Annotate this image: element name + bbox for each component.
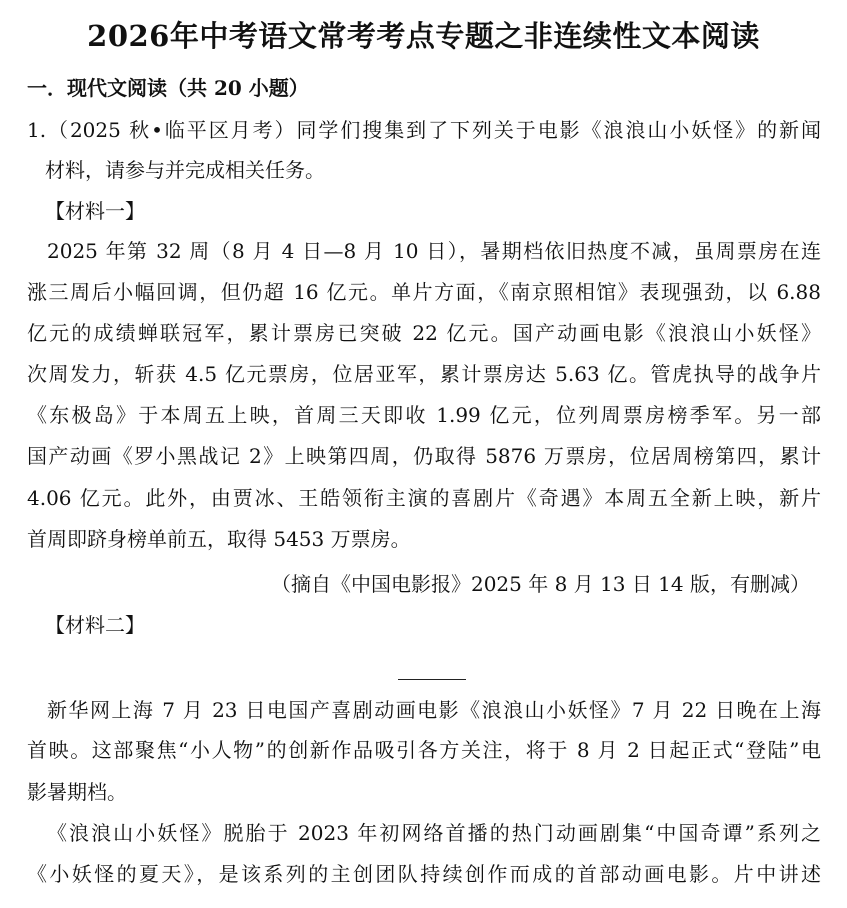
material-1-line: 4.06 亿元。此外，由贾冰、王皓领衔主演的喜剧片《奇遇》本周五全新上映，新片 [27,486,821,510]
material-2-line: 新华网上海 7 月 23 日电国产喜剧动画电影《浪浪山小妖怪》7 月 22 日晚在上海 [47,698,821,722]
material-2-line: 首映。这部聚焦“小人物”的创新作品吸引各方关注，将于 8 月 2 日起正式“登陆”电 [27,738,821,762]
material-1-line: 亿元的成绩蝉联冠军，累计票房已突破 22 亿元。国产动画电影《浪浪山小妖怪》 [27,321,821,345]
question-line-1: 1.（2025 秋•临平区月考）同学们搜集到了下列关于电影《浪浪山小妖怪》的新闻 [27,118,821,142]
material-1-line: 2025 年第 32 周（8 月 4 日—8 月 10 日），暑期档依旧热度不减，虽周票房在连 [47,239,821,263]
material-2-line: 《小妖怪的夏天》，是该系列的主创团队持续创作而成的首部动画电影。片中讲述 [27,862,821,886]
divider-rule [398,679,466,680]
material-2-label: 【材料二】 [45,613,145,637]
section-heading: 一．现代文阅读（共 20 小题） [27,76,309,100]
question-line-2: 材料，请参与并完成相关任务。 [45,158,325,182]
material-1-label: 【材料一】 [45,199,145,223]
material-2-line: 《浪浪山小妖怪》脱胎于 2023 年初网络首播的热门动画剧集“中国奇谭”系列之 [47,821,821,845]
material-1-line: 首周即跻身榜单前五，取得 5453 万票房。 [27,527,411,551]
document-title: 2026年中考语文常考考点专题之非连续性文本阅读 [87,19,760,53]
material-1-line: 次周发力，斩获 4.5 亿元票房，位居亚军，累计票房达 5.63 亿。管虎执导的战争片 [27,362,821,386]
material-1-source: （摘自《中国电影报》2025 年 8 月 13 日 14 版，有删减） [270,572,810,596]
material-1-line: 国产动画《罗小黑战记 2》上映第四周，仍取得 5876 万票房，位居周榜第四，累计 [27,444,821,468]
material-1-line: 涨三周后小幅回调，但仍超 16 亿元。单片方面，《南京照相馆》表现强劲，以 6.88 [27,280,821,304]
material-2-line: 影暑期档。 [27,780,127,804]
material-1-line: 《东极岛》于本周五上映，首周三天即收 1.99 亿元，位列周票房榜季军。另一部 [27,403,821,427]
